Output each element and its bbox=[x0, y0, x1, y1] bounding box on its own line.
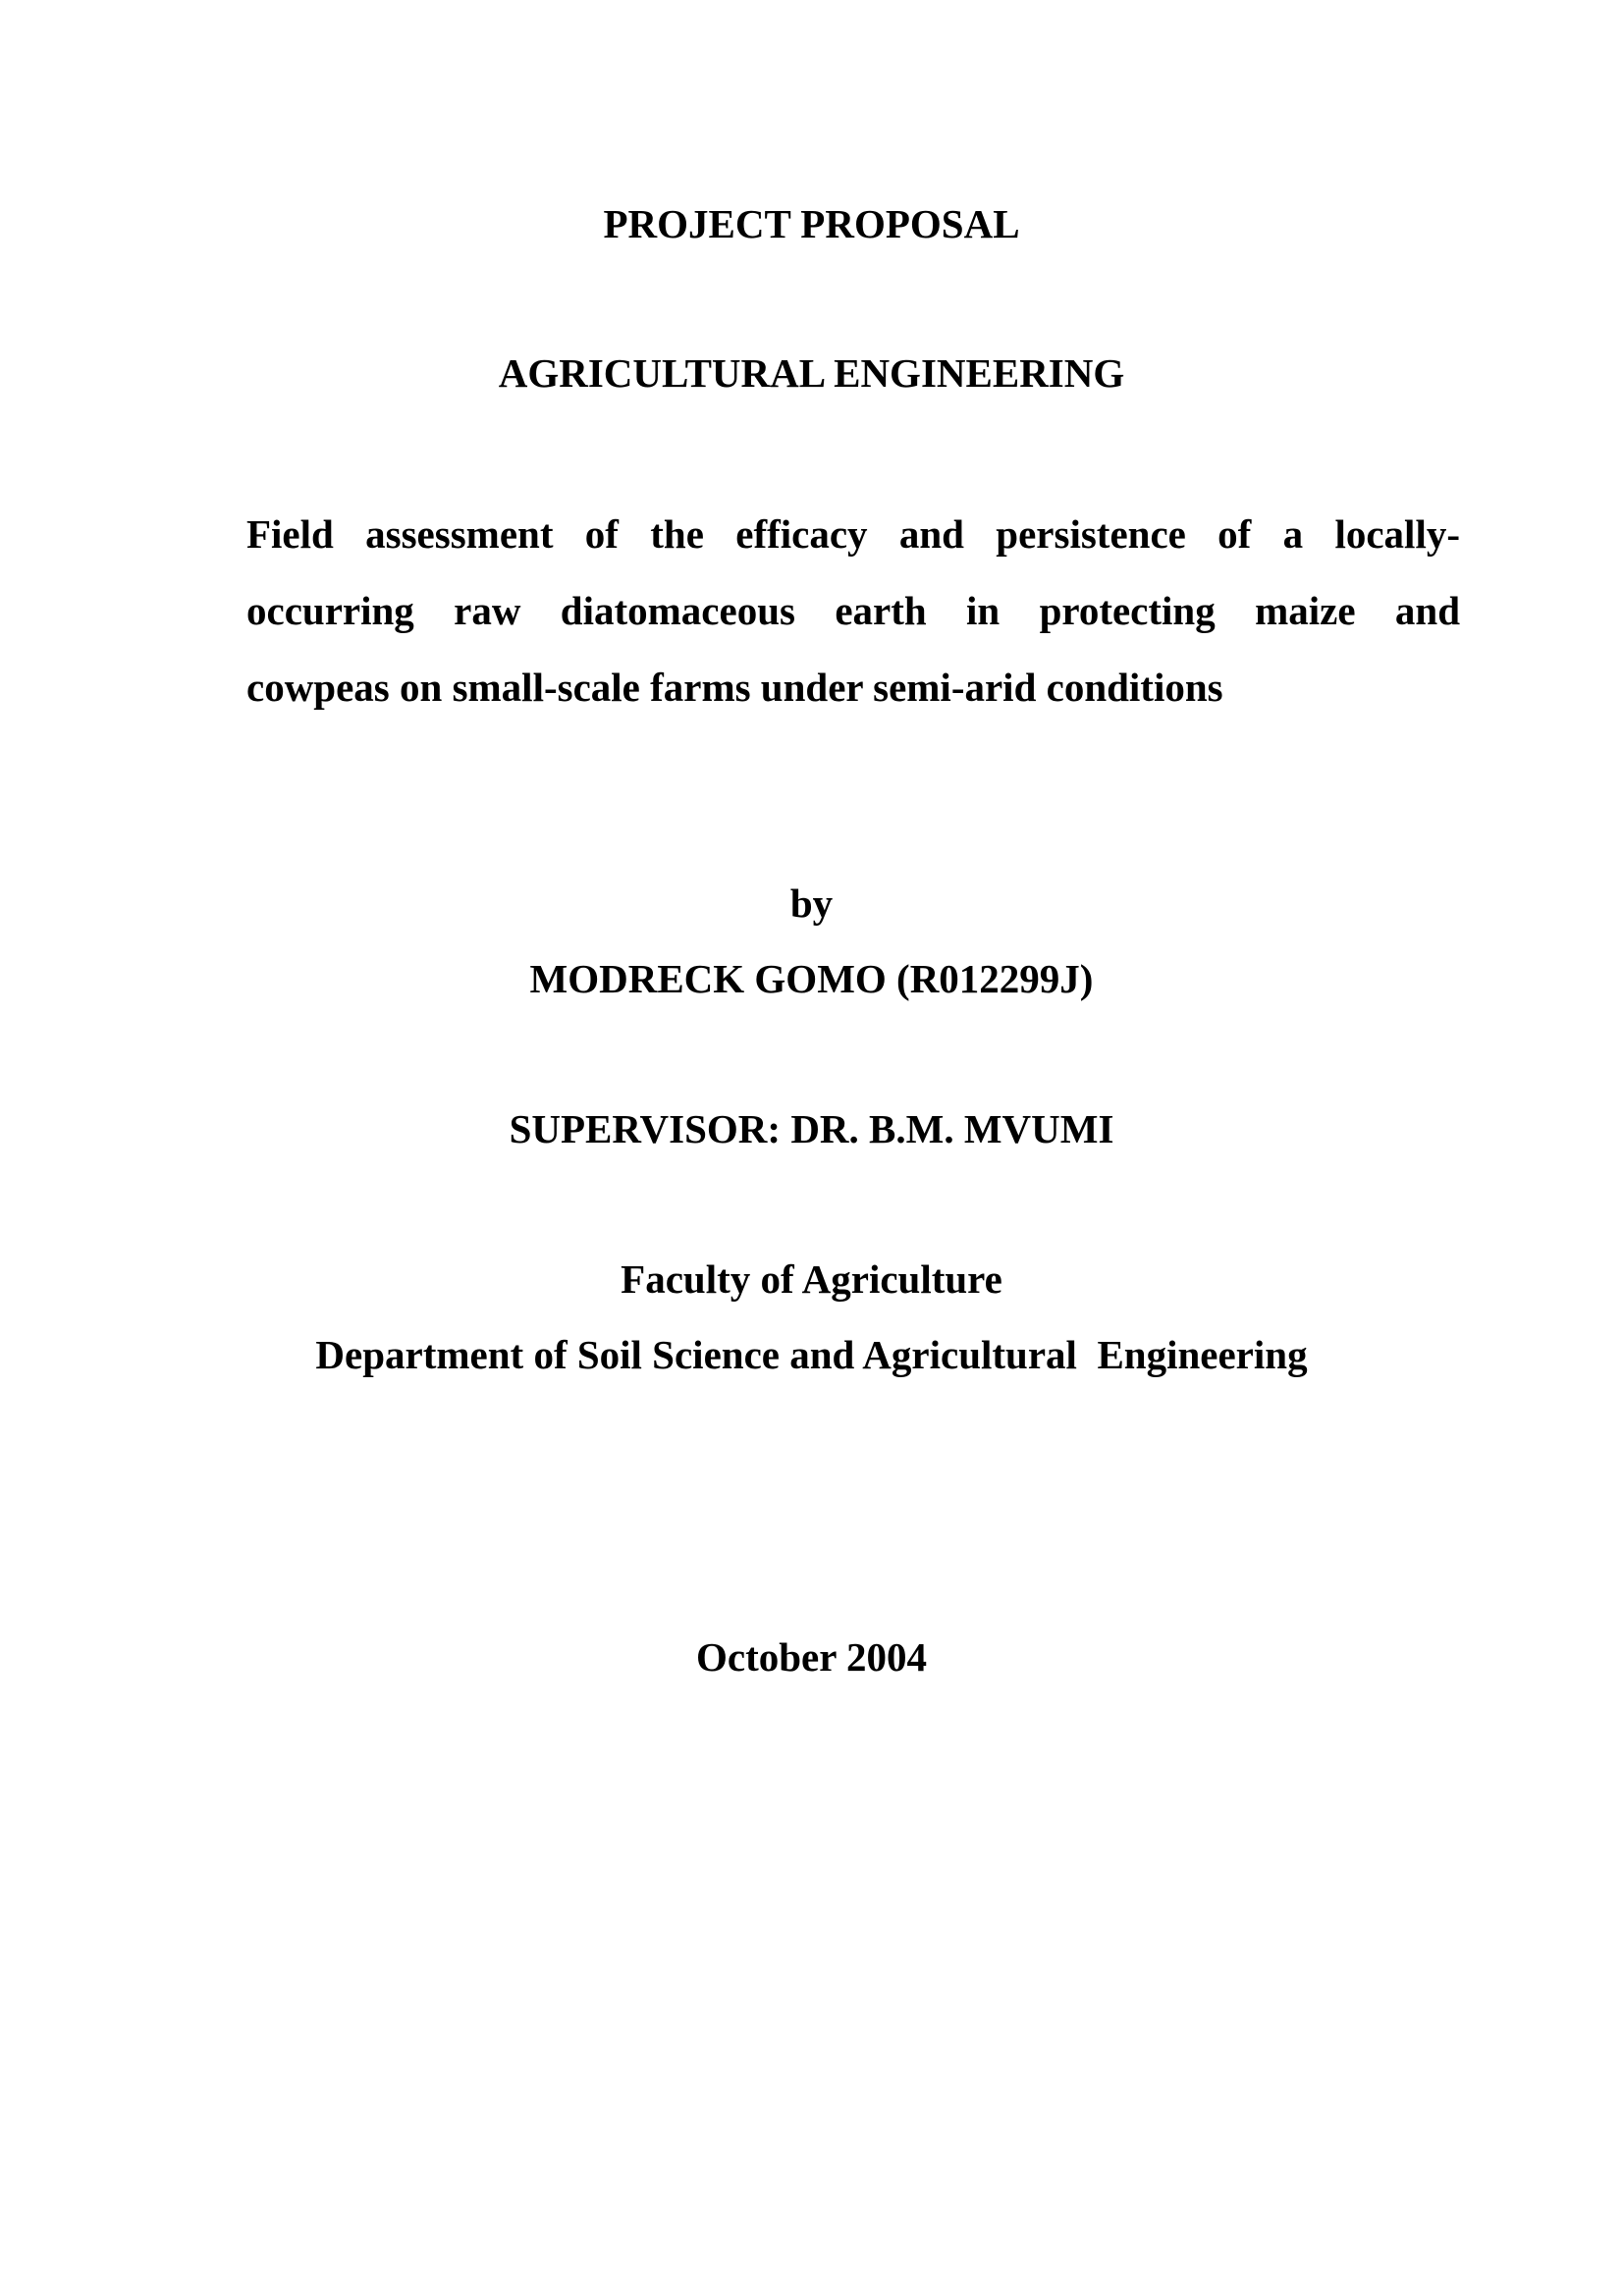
faculty-name: Faculty of Agriculture bbox=[621, 1256, 1002, 1302]
supervisor-line: SUPERVISOR: DR. B.M. MVUMI bbox=[509, 1106, 1114, 1151]
by-label: by bbox=[789, 881, 834, 926]
department-name: Department of Soil Science and Agricultural Engineering bbox=[315, 1332, 1308, 1377]
project-title-line-2: occurring raw diatomaceous earth in protecting maize and bbox=[246, 588, 1460, 633]
project-title-line-1: Field assessment of the efficacy and persistence of a locally- bbox=[246, 511, 1460, 557]
submission-date: October 2004 bbox=[696, 1634, 927, 1680]
discipline-heading: AGRICULTURAL ENGINEERING bbox=[498, 350, 1125, 396]
project-title-line-3: cowpeas on small-scale farms under semi-arid conditions bbox=[246, 665, 1223, 710]
document-type: PROJECT PROPOSAL bbox=[603, 201, 1020, 246]
author-name: MODRECK GOMO (R012299J) bbox=[529, 956, 1094, 1001]
project-title bbox=[246, 496, 1460, 725]
